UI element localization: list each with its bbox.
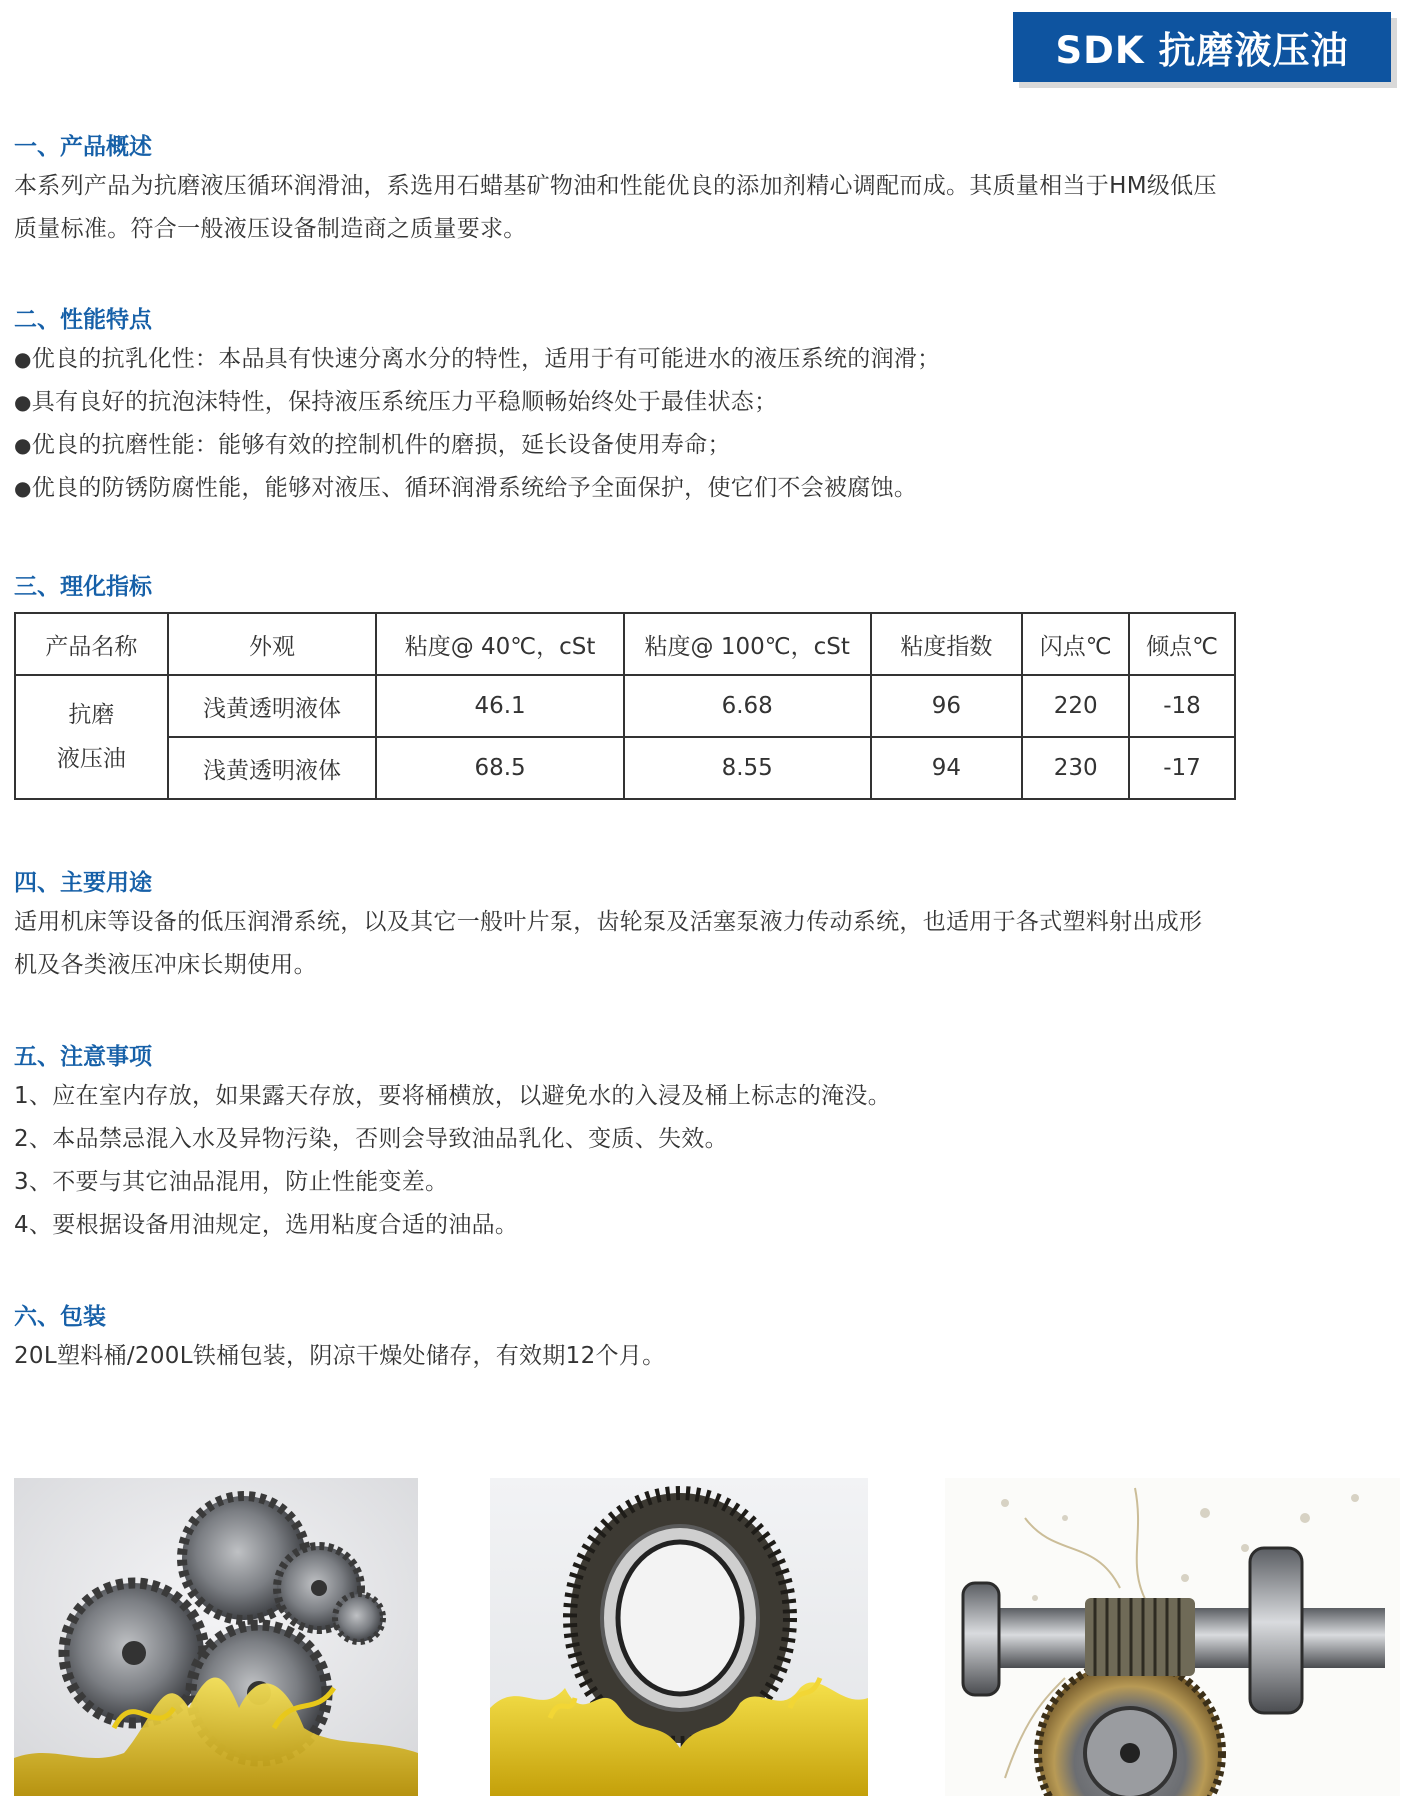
vi-cell: 96: [871, 675, 1023, 737]
product-title: SDK 抗磨液压油: [1055, 29, 1349, 72]
feature-item: ●具有良好的抗泡沫特性，保持液压系统压力平稳顺畅始终处于最佳状态；: [14, 389, 778, 415]
column-header: 倾点℃: [1129, 613, 1235, 675]
visc100-cell: 6.68: [624, 675, 871, 737]
applications-line-1: 适用机床等设备的低压润滑系统，以及其它一般叶片泵，齿轮泵及活塞泵液力传动系统，也适用于各式塑料射出成形: [14, 909, 1203, 935]
spur-gears-oil-splash-image: [14, 1478, 418, 1796]
column-header: 产品名称: [15, 613, 168, 675]
column-header: 外观: [168, 613, 377, 675]
worm-gear-shaft-oil-splash-image: [945, 1478, 1400, 1796]
visc100-cell: 8.55: [624, 737, 871, 799]
pour-cell: -18: [1129, 675, 1235, 737]
feature-item: ●优良的抗乳化性：本品具有快速分离水分的特性，适用于有可能进水的液压系统的润滑；: [14, 346, 941, 372]
table-row: [15, 675, 1235, 737]
features-heading: 二、性能特点: [14, 307, 152, 333]
precaution-item: 2、本品禁忌混入水及异物污染，否则会导致油品乳化、变质、失效。: [14, 1126, 728, 1152]
column-header: 粘度指数: [871, 613, 1023, 675]
section-features: [14, 305, 1402, 510]
overview-line-1: 本系列产品为抗磨液压循环润滑油，系选用石蜡基矿物油和性能优良的添加剂精心调配而成。其质量相当于HM级低压: [14, 173, 1217, 199]
product-title-badge: [1013, 12, 1391, 82]
bullet-icon: ●: [14, 347, 32, 371]
column-header: 粘度@ 100℃，cSt: [624, 613, 871, 675]
section-specs: [14, 572, 1402, 602]
table-header-row: [15, 613, 1235, 675]
precautions-list: [14, 1075, 1402, 1247]
packaging-text: 20L塑料桶/200L铁桶包装，阴凉干燥处储存，有效期12个月。: [14, 1343, 666, 1369]
section-packaging: [14, 1302, 1402, 1378]
bevel-gear-oil-splash-image: [490, 1478, 868, 1796]
applications-line-2: 机及各类液压冲床长期使用。: [14, 952, 317, 978]
flash-cell: 220: [1022, 675, 1129, 737]
section-applications: [14, 868, 1402, 987]
specs-table: [14, 612, 1236, 800]
feature-item: ●优良的抗磨性能：能够有效的控制机件的磨损，延长设备使用寿命；: [14, 432, 731, 458]
section-precautions: [14, 1042, 1402, 1247]
bullet-icon: ●: [14, 390, 32, 414]
photo-gallery: [0, 1478, 1412, 1796]
visc40-cell: 46.1: [376, 675, 624, 737]
bullet-icon: ●: [14, 433, 32, 457]
precautions-heading: 五、注意事项: [14, 1044, 152, 1070]
feature-item: ●优良的防锈防腐性能，能够对液压、循环润滑系统给予全面保护，使它们不会被腐蚀。: [14, 475, 918, 501]
overview-heading: 一、产品概述: [14, 134, 152, 160]
appearance-cell: 浅黄透明液体: [168, 675, 377, 737]
specs-heading: 三、理化指标: [14, 574, 152, 600]
flash-cell: 230: [1022, 737, 1129, 799]
bullet-icon: ●: [14, 476, 32, 500]
precaution-item: 4、要根据设备用油规定，选用粘度合适的油品。: [14, 1212, 519, 1238]
vi-cell: 94: [871, 737, 1023, 799]
product-name-cell: 抗磨 液压油: [15, 675, 168, 799]
pour-cell: -17: [1129, 737, 1235, 799]
features-list: [14, 338, 1402, 510]
precaution-item: 3、不要与其它油品混用，防止性能变差。: [14, 1169, 449, 1195]
column-header: 粘度@ 40℃，cSt: [376, 613, 624, 675]
appearance-cell: 浅黄透明液体: [168, 737, 377, 799]
visc40-cell: 68.5: [376, 737, 624, 799]
applications-heading: 四、主要用途: [14, 870, 152, 896]
precaution-item: 1、应在室内存放，如果露天存放，要将桶横放，以避免水的入浸及桶上标志的淹没。: [14, 1083, 892, 1109]
column-header: 闪点℃: [1022, 613, 1129, 675]
table-row: [15, 737, 1235, 799]
packaging-heading: 六、包装: [14, 1304, 106, 1330]
overview-line-2: 质量标准。符合一般液压设备制造商之质量要求。: [14, 216, 527, 242]
section-overview: [14, 132, 1402, 251]
